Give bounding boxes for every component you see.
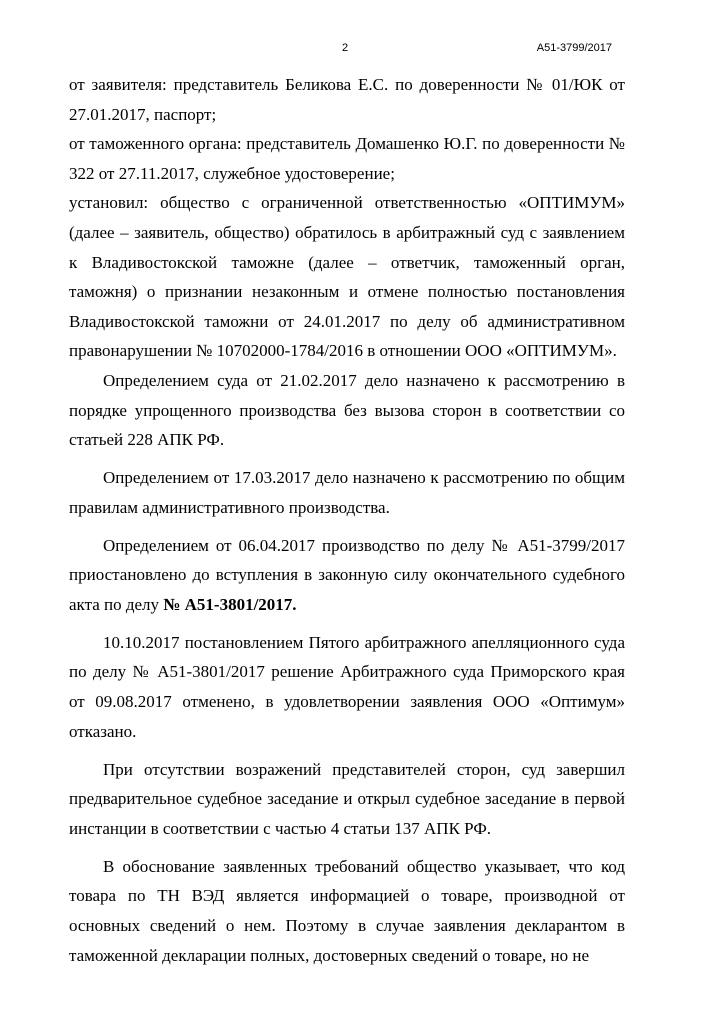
paragraph-applicant-representative: от заявителя: представитель Беликова Е.С. по доверенности № 01/ЮК от 27.01.2017, паспорт; [69, 75, 625, 124]
paragraph-court-session: При отсутствии возражений представителей сторон, суд завершил предварительное судебное заседание и открыл судебное заседание в первой инстанции в соответствии с частью 4 статьи 137 АПК РФ. [69, 759, 625, 838]
paragraph-suspended-text: Определением от 06.04.2017 производство по делу № А51-3799/2017 приостановлено до вступления в законную силу окончательного судебного акта по делу [69, 535, 625, 614]
paragraph-ruling-simplified-procedure: Определением суда от 21.02.2017 дело назначено к рассмотрению в порядке упрощенного производства без вызова сторон в соответствии со статьей 228 АПК РФ. [69, 370, 625, 450]
paragraph-customs-representative: от таможенного органа: представитель Домашенко Ю.Г. по доверенности № 322 от 27.11.2017, служебное удостоверение; [69, 134, 625, 183]
paragraph-claim-grounds: В обоснование заявленных требований общество указывает, что код товара по ТН ВЭД является информацией о товаре, производной от основных сведений о нем. Поэтому в случае заявления декларантом в таможенной декларации полных, достоверных сведений о товаре, но не [69, 856, 625, 965]
case-reference-bold: № А51-3801/2017. [163, 594, 297, 614]
paragraph-established: установил: общество с ограниченной ответственностью «ОПТИМУМ» (далее – заявитель, общество) обратилось в арбитражный суд с заявлением к Владивостокской таможне (далее – ответчик, таможенный орган, таможня) о признании незаконным и отмене полностью постановления Владивостокской таможни от 24.01.2017 по делу об административном правонарушении № 10702000-1784/2016 в отношении ООО «ОПТИМУМ». [69, 193, 625, 361]
paragraph-appeal-decision: 10.10.2017 постановлением Пятого арбитражного апелляционного суда по делу № А51-3801/2017 решение Арбитражного суда Приморского края от 09.08.2017 отменено, в удовлетворении заявления ООО «Оптимум» отказано. [69, 632, 625, 741]
paragraph-proceedings-suspended [69, 531, 625, 620]
page-number: 2 [342, 42, 349, 54]
document-body [69, 70, 625, 970]
case-number-header: А51-3799/2017 [536, 42, 612, 54]
paragraph-ruling-general-rules: Определением от 17.03.2017 дело назначено к рассмотрению по общим правилам административного производства. [69, 468, 625, 517]
